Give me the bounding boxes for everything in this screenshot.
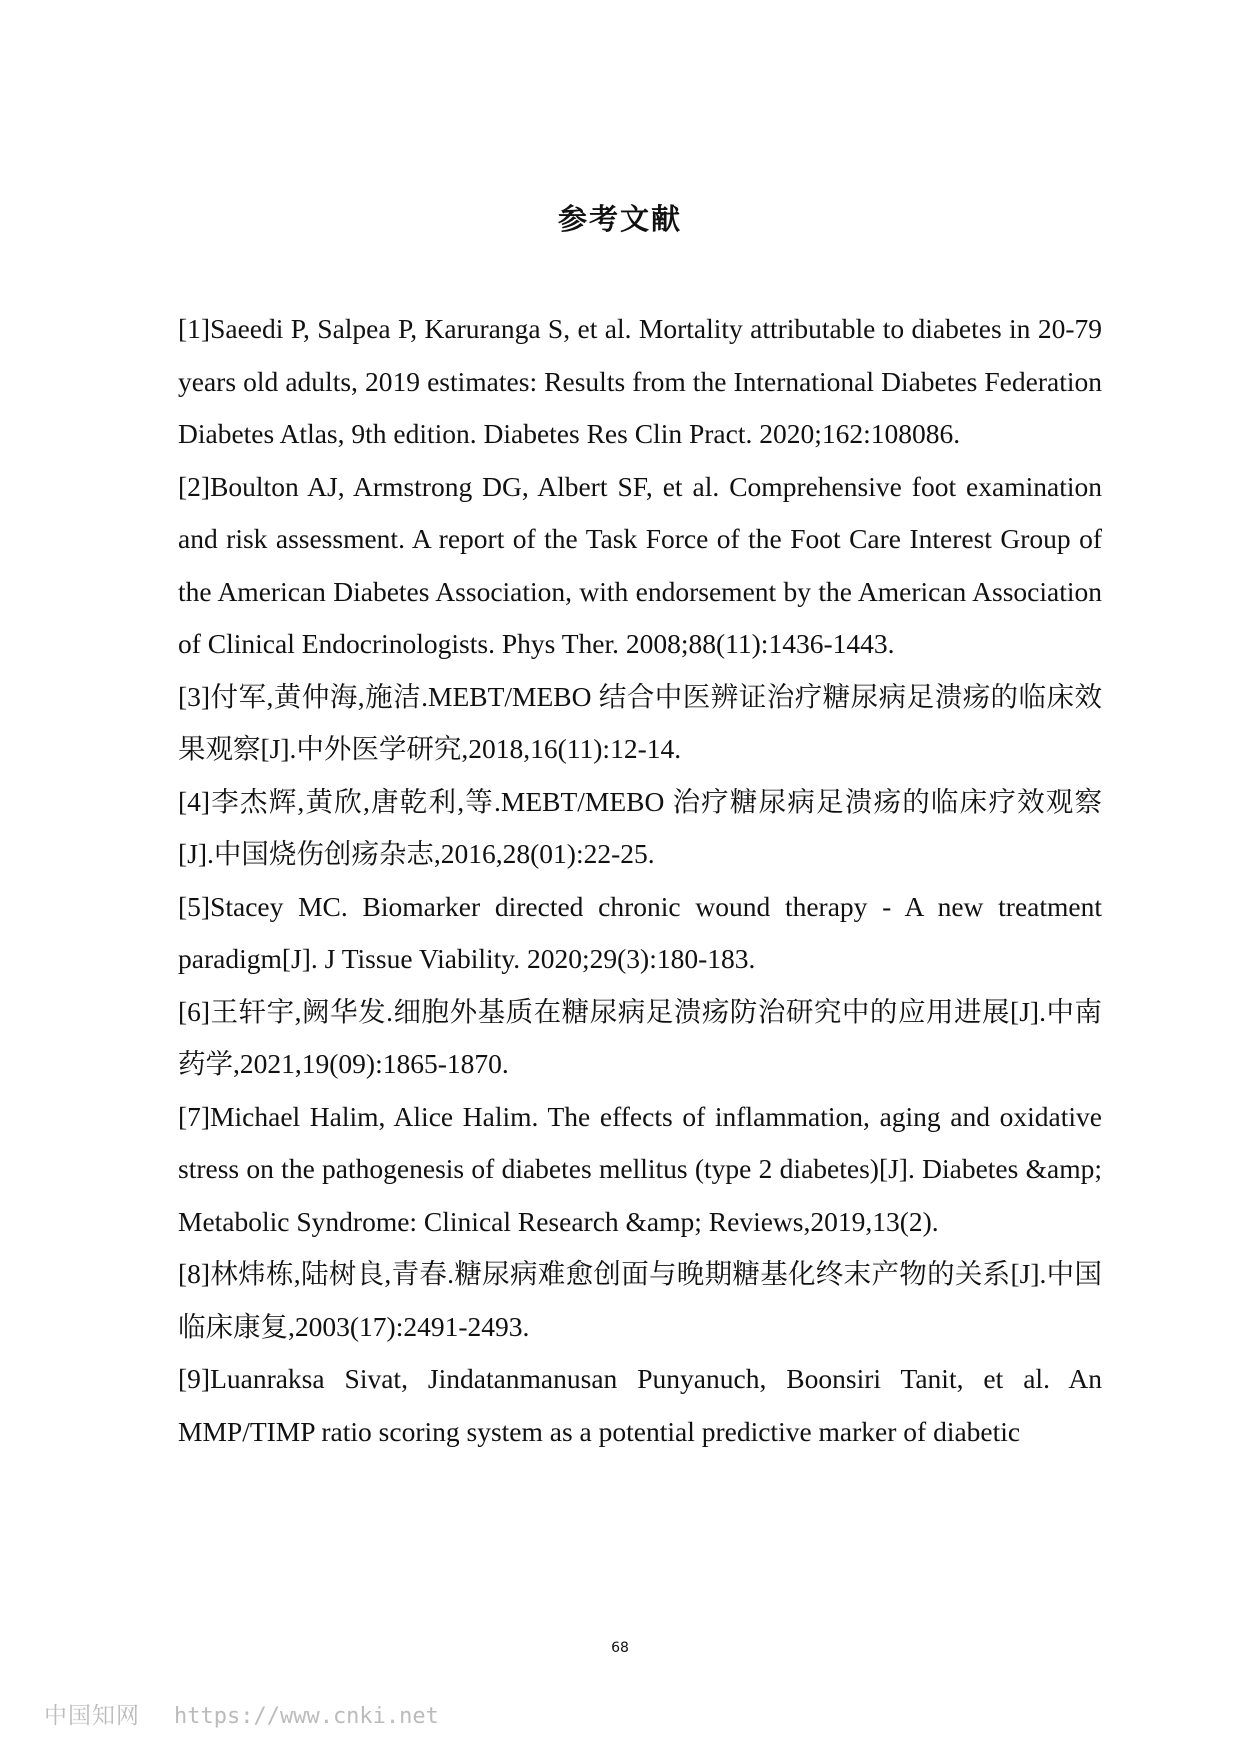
reference-item: [5]Stacey MC. Biomarker directed chronic wound therapy - A new treatment paradigm[J]. J Tissue Viability. 2020;29(3):180-183. xyxy=(178,890,1102,974)
reference-item: [4]李杰辉,黄欣,唐乾利,等.MEBT/MEBO 治疗糖尿病足溃疡的临床疗效观察[J].中国烧伤创疡杂志,2016,28(01):22-25. xyxy=(178,785,1102,869)
page-title: 参考文献 xyxy=(557,202,682,236)
cnki-watermark xyxy=(44,1697,439,1730)
reference-item: [2]Boulton AJ, Armstrong DG, Albert SF, et al. Comprehensive foot examination and risk assessment. A report of the Task Force of the Foot Care Interest Group of the American Diabetes Association, with endorsement by the American Association of Clinical Endocrinologists. Phys Ther. 2008;88(11):1436-1443. xyxy=(178,470,1102,659)
reference-item: [9]Luanraksa Sivat, Jindatanmanusan Punyanuch, Boonsiri Tanit, et al. An MMP/TIMP ratio scoring system as a potential predictive marker of diabetic xyxy=(178,1363,1102,1447)
reference-item: [3]付军,黄仲海,施洁.MEBT/MEBO 结合中医辨证治疗糖尿病足溃疡的临床效果观察[J].中外医学研究,2018,16(11):12-14. xyxy=(178,680,1102,764)
watermark-site-name: 中国知网 xyxy=(44,1703,140,1729)
page-number: 68 xyxy=(611,1640,629,1656)
reference-item: [6]王轩宇,阙华发.细胞外基质在糖尿病足溃疡防治研究中的应用进展[J].中南药学,2021,19(09):1865-1870. xyxy=(178,995,1102,1079)
reference-item: [7]Michael Halim, Alice Halim. The effects of inflammation, aging and oxidative stress on the pathogenesis of diabetes mellitus (type 2 diabetes)[J]. Diabetes &amp; Metabolic Syndrome: Clinical Research &amp; Reviews,2019,13(2). xyxy=(178,1100,1102,1237)
reference-list xyxy=(178,303,1102,1458)
reference-item: [8]林炜栋,陆树良,青春.糖尿病难愈创面与晚期糖基化终末产物的关系[J].中国临床康复,2003(17):2491-2493. xyxy=(178,1258,1102,1342)
watermark-url: https://www.cnki.net xyxy=(174,1704,439,1729)
reference-item: [1]Saeedi P, Salpea P, Karuranga S, et al. Mortality attributable to diabetes in 20-79 years old adults, 2019 estimates: Results from the International Diabetes Federation Diabetes Atlas, 9th edition. Diabetes Res Clin Pract. 2020;162:108086. xyxy=(178,313,1102,449)
